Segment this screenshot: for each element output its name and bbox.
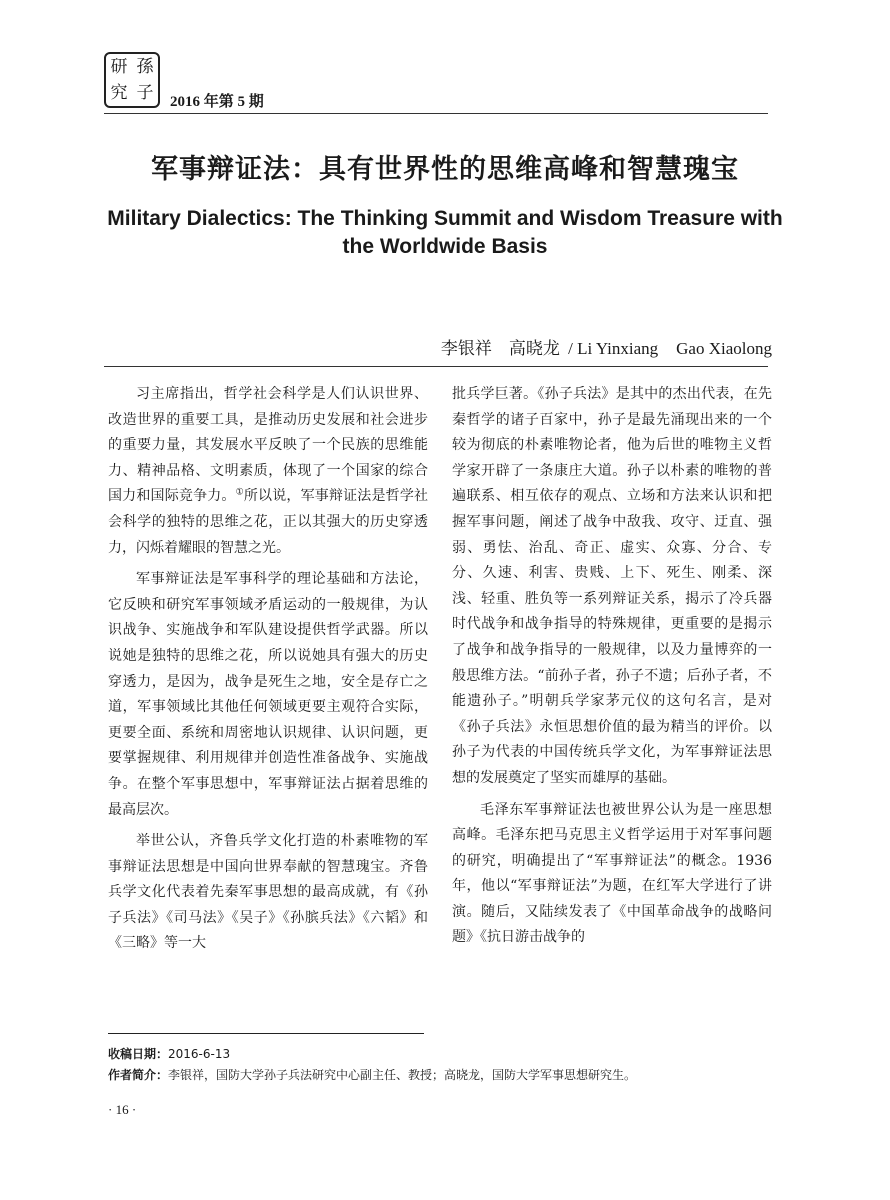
issue-label: 2016 年第 5 期 (170, 94, 264, 110)
author-bio (108, 1066, 768, 1083)
paragraph: 习主席指出，哲学社会科学是人们认识世界、改造世界的重要工具，是推动历史发展和社会进步的重要力量，其发展水平反映了一个民族的思维能力、精神品格、文明素质，体现了一个国家的综合国力和国际竞争力。①所以说，军事辩证法是哲学社会科学的独特的思维之花，正以其强大的历史穿透力，闪烁着耀眼的智慧之光。 (108, 386, 428, 556)
title-english: Military Dialectics: The Thinking Summit and Wisdom Treasure with the Worldwide Basis (107, 207, 783, 258)
journal-header (104, 52, 768, 112)
author-line (441, 334, 772, 359)
logo-char: 子 (136, 82, 154, 103)
paragraph: 毛泽东军事辩证法也被世界公认为是一座思想高峰。毛泽东把马克思主义哲学运用于对军事问题的研究，明确提出了“军事辩证法”的概念。1936 年，他以“军事辩证法”为题，在红军大学进行了讲演。随后，又陆续发表了《中国革命战争的战略问题》《抗日游击战争的 (452, 801, 772, 946)
title-chinese: 军事辩证法：具有世界性的思维高峰和智慧瑰宝 (151, 154, 739, 185)
authors-chinese: 李银祥 高晓龙 (440, 339, 560, 359)
logo-char: 究 (110, 82, 128, 103)
logo-char: 研 (110, 56, 128, 77)
author-en-1: Li Yinxiang (577, 339, 659, 358)
logo-char: 孫 (136, 56, 154, 77)
authors-separator: / (568, 339, 573, 358)
received-date (108, 1045, 768, 1062)
bio-value: 李银祥，国防大学孙子兵法研究中心副主任、教授；高晓龙，国防大学军事思想研究生。 (168, 1068, 637, 1082)
authors-divider (104, 366, 768, 367)
author-en-2: Gao Xiaolong (676, 339, 772, 358)
body-column-left (108, 382, 428, 963)
header-divider (104, 113, 768, 114)
footnote-divider (108, 1033, 424, 1034)
footnote-marker: ① (235, 487, 244, 498)
bio-label: 作者简介： (108, 1068, 169, 1082)
body-column-right (452, 382, 772, 957)
paragraph: 举世公认，齐鲁兵学文化打造的朴素唯物的军事辩证法思想是中国向世界奉献的智慧瑰宝。齐鲁兵学文化代表着先秦军事思想的最高成就，有《孙子兵法》《司马法》《吴子》《孙膑兵法》《六韬》和《三略》等一大 (108, 833, 428, 952)
received-value: 2016-6-13 (168, 1047, 231, 1061)
received-label: 收稿日期： (108, 1047, 169, 1061)
paragraph: 批兵学巨著。《孙子兵法》是其中的杰出代表，在先秦哲学的诸子百家中，孙子是最先涌现出来的一个较为彻底的朴素唯物论者，他为后世的唯物主义哲学家开辟了一条康庄大道。孙子以朴素的唯物的普遍联系、相互依存的观点、立场和方法来认识和把握军事问题，阐述了战争中敌我、攻守、迂直、强弱、勇怯、治乱、奇正、虚实、众寡、分合、专分、久速、利害、贵贱、上下、死生、刚柔、深浅、轻重、胜负等一系列辩证关系，揭示了冷兵器时代战争和战争指导的特殊规律，更重要的是揭示了战争和战争指导的一般规律，以及力量博弈的一般思维方法。“前孙子者，孙子不遗；后孙子者，不能遗孙子。”明朝兵学家茅元仪的这句名言，是对《孙子兵法》永恒思想价值的最为精当的评价。以孙子为代表的中国传统兵学文化，为军事辩证法思想的发展奠定了坚实而雄厚的基础。 (452, 386, 772, 786)
journal-logo (104, 52, 160, 108)
page-number: · 16 · (108, 1102, 137, 1117)
paragraph: 军事辩证法是军事科学的理论基础和方法论，它反映和研究军事领域矛盾运动的一般规律，为认识战争、实施战争和军队建设提供哲学武器。所以说她是独特的思维之花，所以说她具有强大的历史穿透力，是因为，战争是死生之地，安全是存亡之道，军事领域比其他任何领域更要主观符合实际，更要全面、系统和周密地认识规律、认识问题，更要掌握规律、利用规律并创造性准备战争、实施战争。在整个军事思想中，军事辩证法占据着思维的最高层次。 (108, 571, 428, 818)
